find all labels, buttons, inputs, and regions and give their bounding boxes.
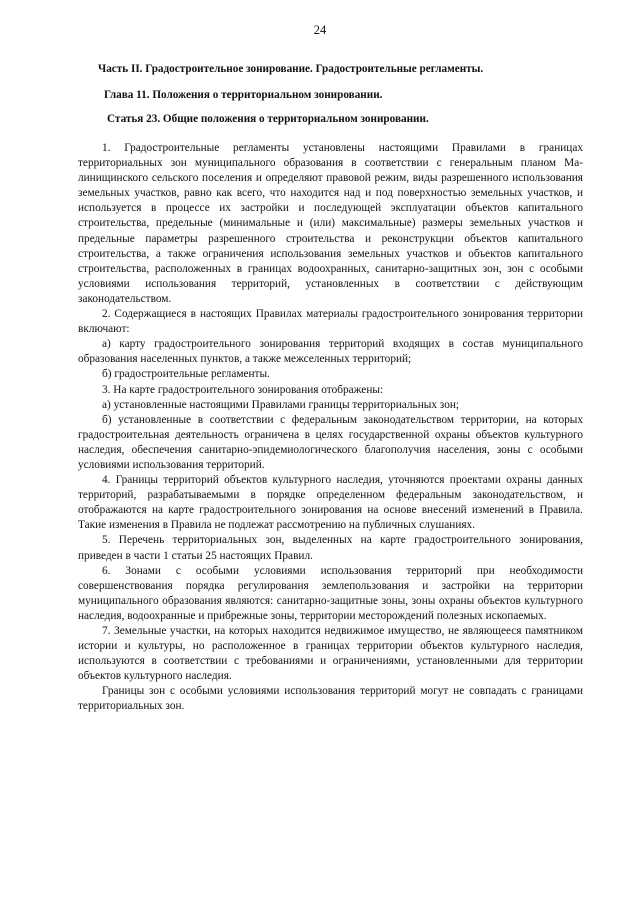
part-heading: Часть II. Градостроительное зонирование. Градостроительные регламенты. (98, 63, 484, 75)
chapter-heading: Глава 11. Положения о территориальном зонировании. (104, 89, 383, 101)
article-body (78, 141, 583, 715)
paragraph: 4. Границы территорий объектов культурного наследия, уточняются проектами охраны данных территорий, разрабатываемыми в порядке определенном федеральным законодательством, и отображаются на карте градостроительного зонирования на основе внесений изменений в Правила. Такие изменения в Правила не подлежат рассмотрению на публичных слушаниях. (78, 474, 583, 532)
paragraph: 5. Перечень территориальных зон, выделенных на карте градостроительного зонирования, приведен в части 1 статьи 25 настоящих Правил. (78, 534, 583, 562)
list-item: а) установленные настоящими Правилами границы территориальных зон; (102, 398, 460, 411)
paragraph: 3. На карте градостроительного зонирования отображены: (102, 383, 384, 396)
list-item: б) установленные в соответствии с федеральным законодательством территории, на которых градостроительная деятельность ограничена в целях государственной охраны объектов культурного наследия, обеспечения санитарно-эпидемиологического благополучия населения, зоны с особыми условиями использования территорий. (78, 413, 583, 471)
paragraph: 2. Содержащиеся в настоящих Правилах материалы градостроительного зонирования территории включают: (78, 308, 583, 336)
paragraph: 7. Земельные участки, на которых находится недвижимое имущество, не являющееся памятником истории и культуры, но расположенное в границах территории объектов культурного наследия, используются в соответствии с требованиями и ограничениями, установленными для территории объектов культурного наследия. (78, 625, 583, 683)
list-item: б) градостроительные регламенты. (102, 368, 270, 381)
paragraph: 1. Градостроительные регламенты установлены настоящими Правилами в границах территориальных зон муниципального образования в соответствии с генеральным планом Ма-линищинского сельского поселения и определяют правовой режим, виды разрешенного использования земельных участков, равно как всего, что находится над и под поверхностью земельных участков, и используется в процессе их застройки и последующей эксплуатации объектов капитального строительства, предельные (минимальные и (или) максимальные) размеры земельных участков и предельные параметры разрешенного строительства и реконструкции объектов капитального строительства, а также ограничения использования земельных участков и объектов капитального строительства, расположенных в границах водоохранных, санитарно-защитных зон, зон с особыми условиями использования территорий, установленных в соответствии с действующим законодательством. (78, 142, 583, 305)
paragraph: Границы зон с особыми условиями использования территорий могут не совпадать с границами территориальных зон. (78, 685, 583, 713)
paragraph: 6. Зонами с особыми условиями использования территорий при необходимости совершенствования порядка регулирования землепользования и застройки на территории муниципального образования являются: санитарно-защитные зоны, зоны охраны объектов культурного наследия, водоохранные и прибрежные зоны, территории месторождений полезных ископаемых. (78, 564, 583, 622)
list-item: а) карту градостроительного зонирования территорий входящих в состав муниципального образования населенных пунктов, а также межселенных территорий; (78, 338, 583, 366)
page-number: 24 (313, 23, 327, 37)
article-heading: Статья 23. Общие положения о территориальном зонировании. (107, 113, 429, 125)
